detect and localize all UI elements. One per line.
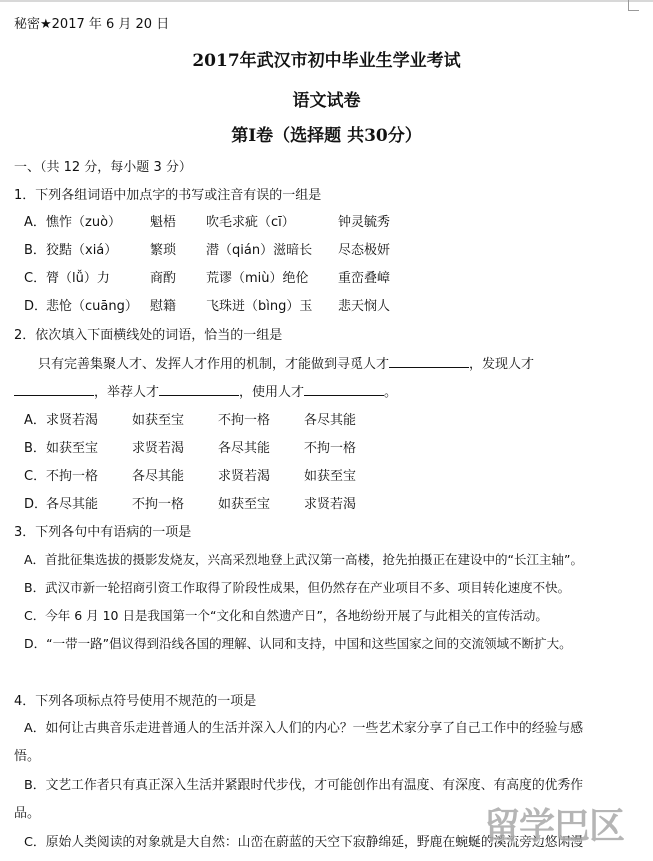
option-letter: B．	[24, 243, 46, 258]
option-word: 不拘一格	[132, 497, 185, 512]
q3-option-d: D．“一带一路”倡议得到沿线各国的理解、认同和支持，中国和这些国家之间的交流领域不断扩大。	[24, 636, 572, 651]
option-word: 求贤若渴	[46, 413, 99, 428]
option-word: 憔怍（zuò）	[46, 215, 122, 230]
question-4-stem: 4．下列各项标点符号使用不规范的一项是	[14, 694, 257, 709]
option-word: 如获至宝	[132, 413, 185, 428]
option-word: 飞珠迸（bìng）玉	[206, 299, 313, 314]
option-word: 如获至宝	[46, 441, 99, 456]
option-letter: A．	[24, 215, 46, 230]
option-word: 荒谬（miù）绝伦	[206, 271, 309, 286]
fill-blank-3	[159, 383, 239, 396]
option-letter: C．	[24, 271, 47, 286]
passage-text: 。	[384, 385, 398, 400]
volume-title: 第Ⅰ卷（选择题 共30分）	[231, 126, 422, 146]
option-word: 如获至宝	[304, 469, 357, 484]
q2-passage-line-1	[38, 353, 534, 372]
fill-blank-4	[304, 383, 384, 396]
option-word: 吹毛求疵（cī）	[206, 215, 295, 230]
exam-title: 2017年武汉市初中毕业生学业考试	[192, 51, 461, 71]
option-word: 尽态极妍	[338, 243, 391, 258]
option-word: 各尽其能	[304, 413, 357, 428]
question-1-stem: 1．下列各组词语中加点字的书写或注音有误的一组是	[14, 188, 322, 203]
page-corner-mark	[628, 0, 639, 11]
option-word: 如获至宝	[218, 497, 271, 512]
passage-text: ，使用人才	[239, 385, 305, 400]
option-word: 悲怆（cuāng）	[46, 299, 138, 314]
option-word: 繁琐	[150, 243, 177, 258]
site-watermark-logo: 留学巴区	[484, 806, 625, 847]
secret-date: 秘密★2017 年 6 月 20 日	[14, 17, 170, 32]
option-word: 各尽其能	[46, 497, 99, 512]
question-3-stem: 3．下列各句中有语病的一项是	[14, 525, 192, 540]
passage-text: ，举荐人才	[94, 385, 160, 400]
q3-option-a: A．首批征集选拔的摄影发烧友，兴高采烈地登上武汉第一高楼，抢先拍摄正在建设中的“长江主轴”。	[24, 552, 584, 567]
question-2-stem: 2．依次填入下面横线处的词语，恰当的一组是	[14, 328, 283, 343]
option-word: 魁梧	[150, 215, 177, 230]
option-word: 膂（lǚ）力	[46, 271, 110, 286]
exam-subject: 语文试卷	[292, 91, 361, 111]
q2-passage-line-2	[14, 381, 397, 400]
option-word: 钟灵毓秀	[338, 215, 391, 230]
q4-option-a-line-2: 悟。	[14, 749, 41, 764]
option-letter: D．	[24, 299, 48, 314]
option-word: 商酌	[150, 271, 177, 286]
option-word: 潜（qián）滋暗长	[206, 243, 313, 258]
option-word: 求贤若渴	[218, 469, 271, 484]
q4-option-c-line-1: C．原始人类阅读的对象就是大自然：山峦在蔚蓝的天空下寂静绵延，野鹿在蜿蜒的溪流旁边悠闲漫	[24, 835, 584, 850]
option-word: 悲天悯人	[338, 299, 391, 314]
fill-blank-1	[389, 355, 469, 368]
page-top-border	[0, 0, 653, 2]
option-word: 慰籍	[150, 299, 177, 314]
option-word: 狡黠（xiá）	[46, 243, 118, 258]
fill-blank-2	[14, 383, 94, 396]
option-word: 不拘一格	[218, 413, 271, 428]
q3-option-c: C．今年 6 月 10 日是我国第一个“文化和自然遗产日”，各地纷纷开展了与此相关的宣传活动。	[24, 608, 548, 623]
q4-option-b-line-1: B．文艺工作者只有真正深入生活并紧跟时代步伐，才可能创作出有温度、有深度、有高度的优秀作	[24, 778, 584, 793]
q4-option-b-line-2: 品。	[14, 806, 41, 821]
option-letter: C．	[24, 469, 47, 484]
q4-option-a-line-1: A．如何让古典音乐走进普通人的生活并深入人们的内心？一些艺术家分享了自己工作中的经验与感	[24, 721, 584, 736]
q3-option-b: B．武汉市新一轮招商引资工作取得了阶段性成果，但仍然存在产业项目不多、项目转化速度不快。	[24, 580, 571, 595]
option-word: 求贤若渴	[132, 441, 185, 456]
option-word: 各尽其能	[132, 469, 185, 484]
option-word: 不拘一格	[304, 441, 357, 456]
option-word: 求贤若渴	[304, 497, 357, 512]
option-letter: A．	[24, 413, 46, 428]
option-word: 各尽其能	[218, 441, 271, 456]
option-word: 不拘一格	[46, 469, 99, 484]
option-word: 重峦叠嶂	[338, 271, 391, 286]
option-letter: B．	[24, 441, 46, 456]
passage-text: 只有完善集聚人才、发挥人才作用的机制，才能做到寻觅人才	[38, 357, 390, 372]
section-heading: 一、（共 12 分，每小题 3 分）	[14, 160, 192, 175]
passage-text: ，发现人才	[469, 357, 535, 372]
option-letter: D．	[24, 497, 48, 512]
